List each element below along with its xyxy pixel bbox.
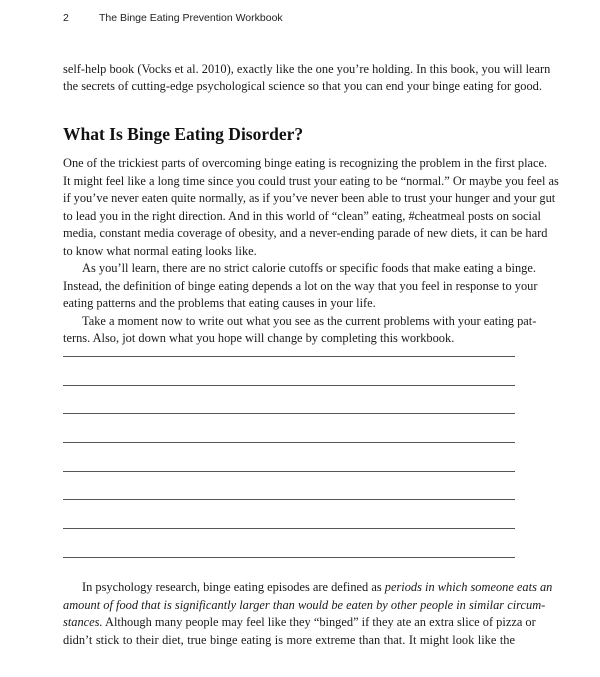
writing-line[interactable] [63,385,515,386]
section-heading: What Is Binge Eating Disorder? [63,124,304,144]
italic-definition: amount of food that is significantly larger than would be eaten by other people in similar circum- [63,597,546,612]
text-line: didn’t stick to their diet, true binge eating is more extreme than that. It might look like the [63,632,515,647]
text-line: if you’ve never eaten quite normally, as if you’ve never been able to trust your hunger and your gut [63,191,556,205]
text-line [63,614,536,631]
writing-line[interactable] [63,557,515,558]
text-line: self-help book (Vocks et al. 2010), exactly like the one you’re holding. In this book, you will learn [63,62,551,76]
italic-definition: stances. [63,615,103,629]
text-line: Take a moment now to write out what you see as the current problems with your eating pat- [82,313,537,328]
text-line: One of the trickiest parts of overcoming binge eating is recognizing the problem in the first place. [63,156,548,170]
writing-line[interactable] [63,356,515,357]
writing-line[interactable] [63,471,515,472]
writing-line[interactable] [63,528,515,529]
text-span: Although many people may feel like they “binged” if they ate an extra slice of pizza or [102,615,536,629]
text-line: It might feel like a long time since you could trust your eating to be “normal.” Or maybe you feel as [63,173,559,188]
running-header-title: The Binge Eating Prevention Workbook [99,12,283,24]
writing-line[interactable] [63,413,515,414]
text-line: media, constant media coverage of obesity, and a never-ending parade of new diets, it can be hard [63,226,548,240]
text-line: terns. Also, jot down what you hope will change by completing this workbook. [63,331,455,345]
text-line: the secrets of cutting-edge psychological science so that you can end your binge eating for good. [63,79,542,93]
text-line: As you’ll learn, there are no strict calorie cutoffs or specific foods that make eating a binge. [82,261,536,275]
text-span: In psychology research, binge eating episodes are defined as [82,580,385,594]
page-number: 2 [63,12,69,24]
writing-line[interactable] [63,499,515,500]
text-line [63,579,553,596]
text-line: eating patterns and the problems that eating causes in your life. [63,296,376,310]
writing-line[interactable] [63,442,515,443]
text-line [63,597,546,614]
italic-definition: periods in which someone eats an [384,580,553,594]
text-line: to lead you in the right direction. And in this world of “clean” eating, #cheatmeal posts on social [63,208,541,223]
text-line: Instead, the definition of binge eating depends a lot on the way that you feel in response to your [63,278,538,293]
text-line: to know what normal eating looks like. [63,243,257,258]
